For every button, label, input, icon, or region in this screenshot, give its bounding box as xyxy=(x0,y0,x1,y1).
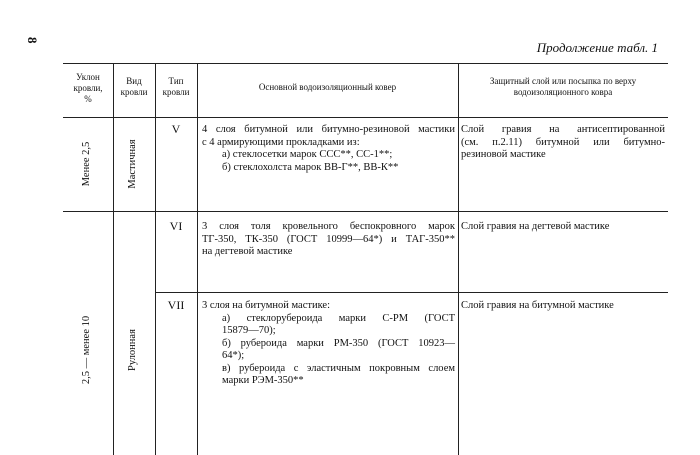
type-cell: VII xyxy=(167,298,185,312)
main-line: б) рубероида марки РМ-350 (ГОСТ 10923— xyxy=(222,337,455,349)
header-protect-line: водоизоляционного ковра xyxy=(513,87,613,97)
header-type-line: Тип xyxy=(168,76,184,86)
main-line: 4 слоя битумной или битумно-резиновой мастики xyxy=(202,124,455,135)
main-line: с 4 армирующими прокладками из: xyxy=(202,136,360,148)
main-line: ТГ-350, ТК-350 (ГОСТ 10999—64*) и ТАГ-350** xyxy=(202,233,455,245)
header-type-line: кровли xyxy=(162,87,190,97)
header-kind-line: Вид xyxy=(126,76,142,86)
header-kind-line: кровли xyxy=(120,87,148,97)
header-slope-line: % xyxy=(84,94,92,104)
main-line: 3 слоя толя кровельного беспокровного марок xyxy=(202,221,455,232)
protect-cell xyxy=(461,221,665,234)
main-line: б) стеклохолста марок ВВ-Г**, ВВ-К** xyxy=(222,161,399,173)
table-top-rule xyxy=(63,63,668,64)
protect-line: (см. п.2.11) битумной или битумно- xyxy=(461,136,665,148)
row-divider-rule xyxy=(155,292,668,293)
group-kind-2: Рулонная xyxy=(127,329,138,371)
header-slope xyxy=(63,72,113,105)
main-cell xyxy=(202,221,455,259)
main-line: марки РЭМ-350** xyxy=(222,375,304,386)
col-divider-1 xyxy=(113,63,114,455)
main-line: а) стеклосетки марок ССС**, СС-1**; xyxy=(222,149,393,160)
continuation-title: Продолжение табл. 1 xyxy=(536,40,658,55)
type-cell: VI xyxy=(169,219,183,233)
group-divider-rule xyxy=(63,211,668,212)
protect-line: Слой гравия на дегтевой мастике xyxy=(461,221,610,232)
protect-line: Слой гравия на антисептированной xyxy=(461,124,665,135)
protect-line: Слой гравия на битумной мастике xyxy=(461,300,614,311)
type-cell: V xyxy=(171,122,181,136)
header-protect-line: Защитный слой или посыпка по верху xyxy=(489,76,637,86)
header-type xyxy=(155,76,197,98)
group-kind-1: Мастичная xyxy=(127,139,138,189)
main-line: 64*); xyxy=(222,350,245,361)
header-main: Основной водоизоляционный ковер xyxy=(258,82,397,92)
group-slope-2: 2,5 — менее 10 xyxy=(81,315,92,385)
col-divider-4 xyxy=(458,63,459,455)
header-bottom-rule xyxy=(63,117,668,118)
header-kind xyxy=(113,76,155,98)
main-cell xyxy=(202,124,455,174)
page-number: 8 xyxy=(25,37,40,44)
group-slope-1: Менее 2,5 xyxy=(81,141,92,187)
main-line: 3 слоя на битумной мастике: xyxy=(202,300,330,311)
protect-line: резиновой мастике xyxy=(461,149,546,160)
header-slope-line: кровли, xyxy=(73,83,103,93)
protect-cell xyxy=(461,300,665,313)
protect-cell xyxy=(461,124,665,162)
main-line: 15879—70); xyxy=(222,325,276,336)
main-line: на дегтевой мастике xyxy=(202,246,293,257)
header-slope-line: Уклон xyxy=(76,72,100,82)
main-cell xyxy=(202,300,455,388)
header-protect xyxy=(458,76,668,98)
main-line: а) стеклорубероида марки С-РМ (ГОСТ xyxy=(222,312,455,324)
main-line: в) рубероида с эластичным покровным слоем xyxy=(222,362,455,374)
col-divider-3 xyxy=(197,63,198,455)
